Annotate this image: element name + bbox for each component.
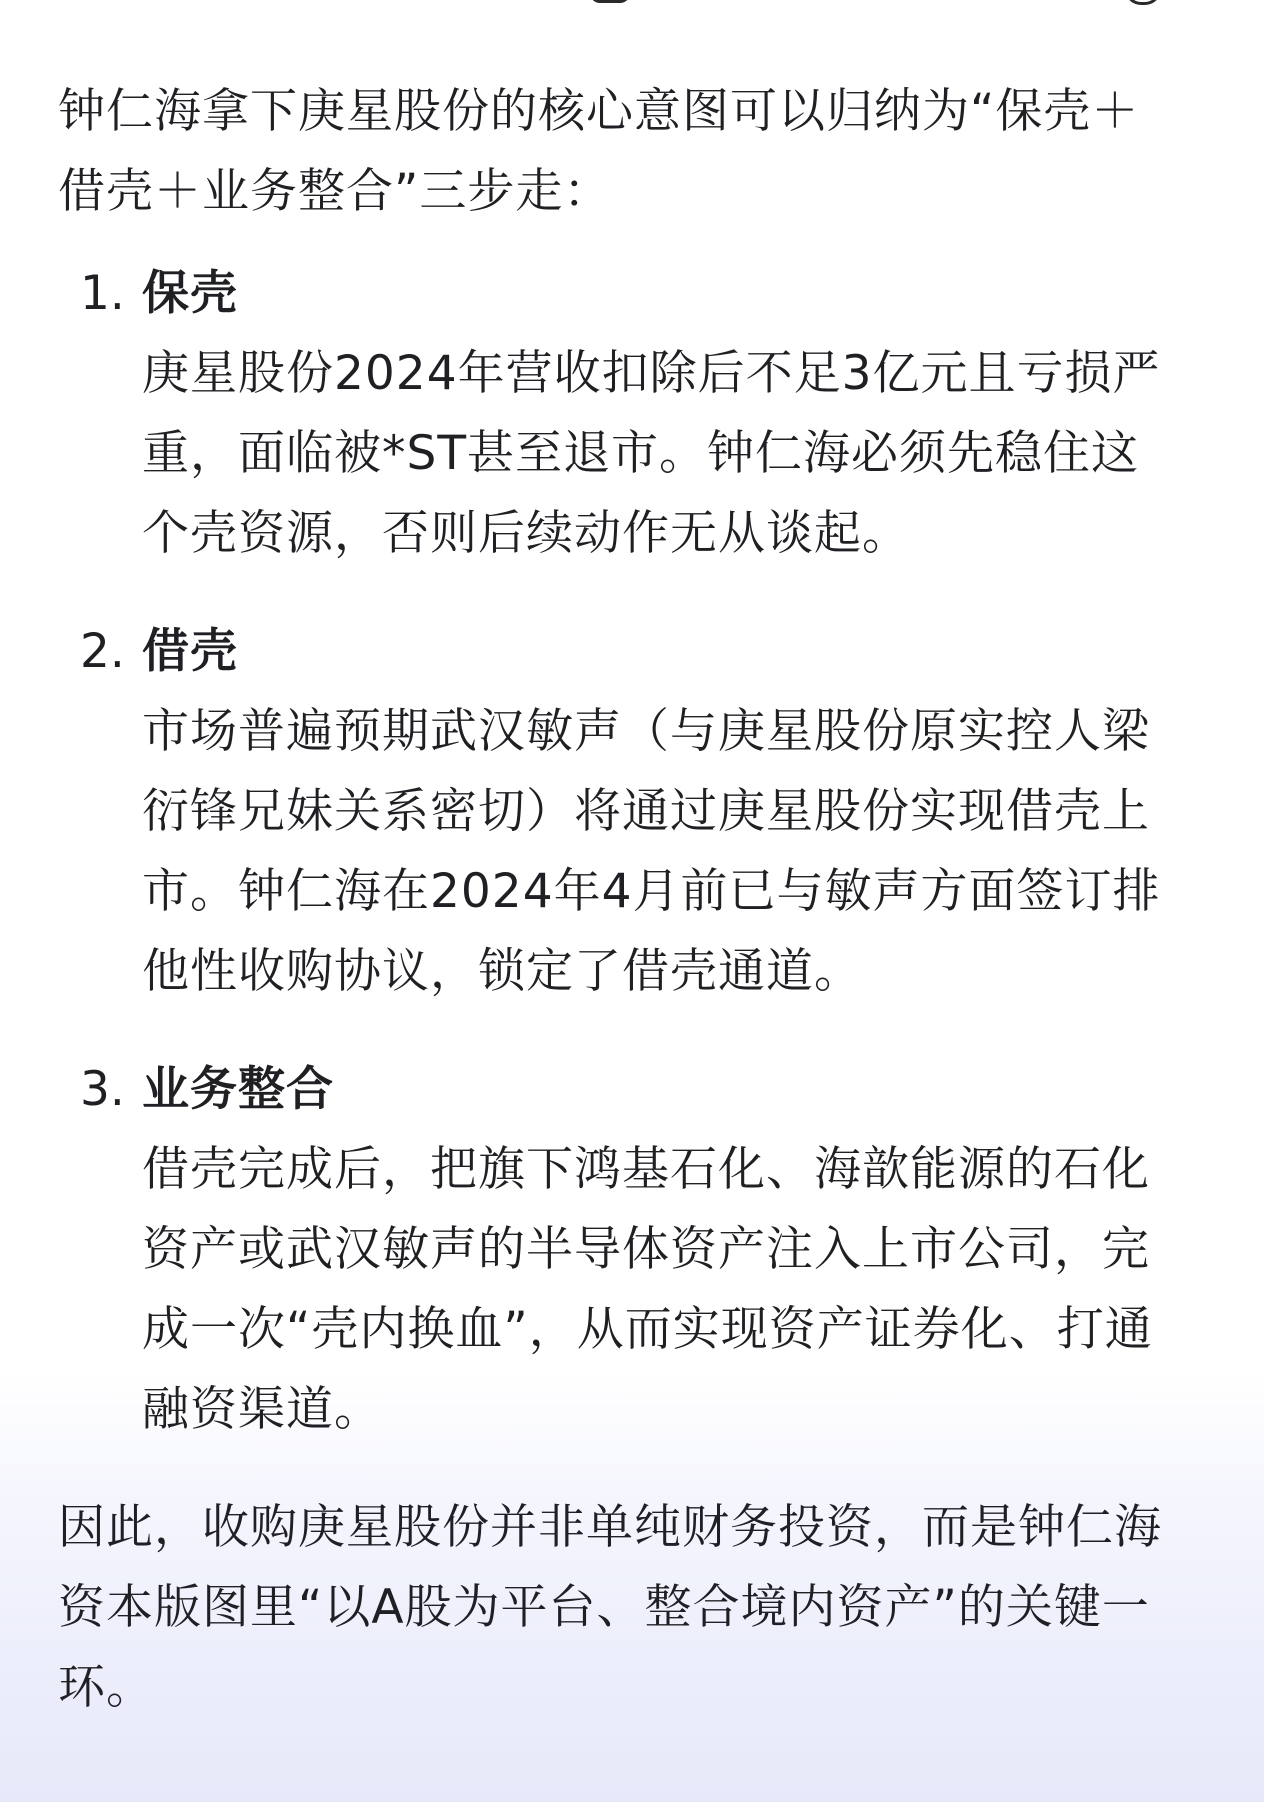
list-item [58, 254, 1208, 574]
list-item [58, 1050, 1208, 1450]
step-number: 3. [80, 1062, 125, 1117]
steps-list [58, 254, 1208, 1450]
list-item [58, 612, 1208, 1012]
conclusion-paragraph: 因此，收购庚星股份并非单纯财务投资，而是钟仁海资本版图里“以A股为平台、整合境内资产”的关键一环。 [58, 1500, 1162, 1715]
step-number: 1. [80, 266, 125, 321]
step-text: 借壳完成后，把旗下鸿基石化、海歆能源的石化资产或武汉敏声的半导体资产注入上市公司，完成一次“壳内换血”，从而实现资产证券化、打通融资渠道。 [142, 1142, 1153, 1437]
message-body [58, 72, 1208, 1728]
step-text: 庚星股份2024年营收扣除后不足3亿元且亏损严重，面临被*ST甚至退市。钟仁海必须先稳住这个壳资源，否则后续动作无从谈起。 [142, 346, 1161, 561]
step-title: 业务整合 [142, 1062, 334, 1117]
cut-off-glyph-fragment [590, 0, 630, 3]
previous-content-fragment [0, 0, 1264, 8]
step-number: 2. [80, 624, 125, 679]
intro-paragraph: 钟仁海拿下庚星股份的核心意图可以归纳为“保壳＋借壳＋业务整合”三步走： [58, 84, 1140, 219]
cut-off-icon-fragment [1125, 0, 1161, 5]
step-text: 市场普遍预期武汉敏声（与庚星股份原实控人梁衍锋兄妹关系密切）将通过庚星股份实现借壳上市。钟仁海在2024年4月前已与敏声方面签订排他性收购协议，锁定了借壳通道。 [142, 704, 1161, 999]
step-title: 借壳 [142, 624, 238, 679]
step-title: 保壳 [142, 266, 238, 321]
